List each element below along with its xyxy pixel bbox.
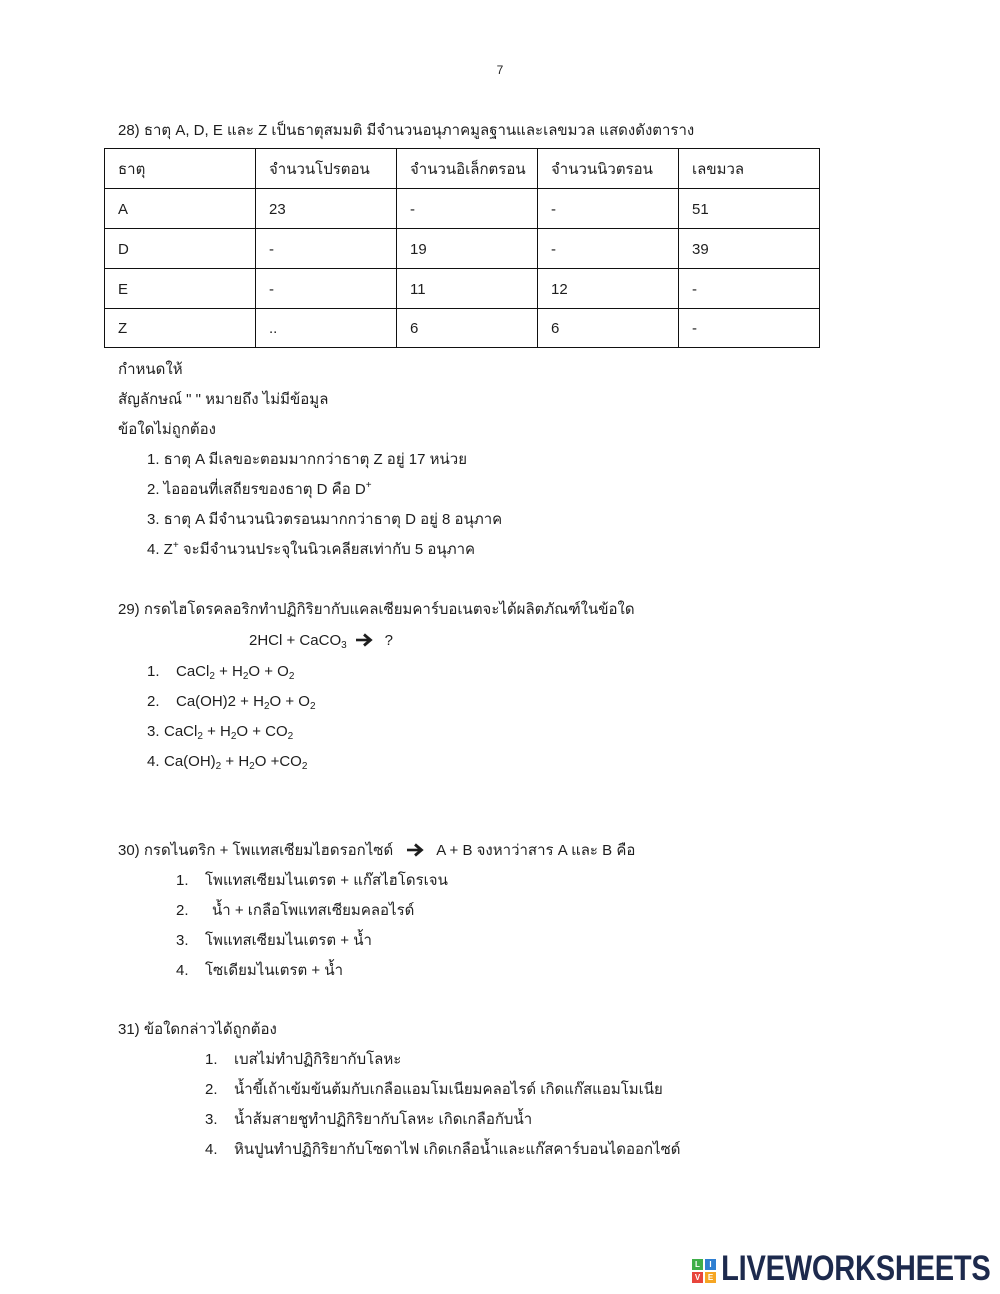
formula-text: + H bbox=[221, 753, 250, 770]
option-number: 3. bbox=[176, 932, 189, 949]
arrow-right-icon bbox=[355, 633, 373, 647]
option-text: โซเดียมไนเตรต + น้ำ bbox=[205, 962, 344, 979]
question-28-stem: 28) ธาตุ A, D, E และ Z เป็นธาตุสมมติ มีจำนวนอนุภาคมูลฐานและเลขมวล แสดงดังตาราง bbox=[118, 122, 695, 139]
question-28-option-3: 3. ธาตุ A มีจำนวนนิวตรอนมากกว่าธาตุ D อยู่ 8 อนุภาค bbox=[147, 511, 503, 528]
question-30-stem bbox=[118, 840, 635, 862]
table-header-cell: จำนวนโปรตอน bbox=[256, 149, 397, 189]
option-text: โพแทสเซียมไนเตรต + แก๊สไฮโดรเจน bbox=[205, 872, 448, 889]
option-text: 4. Z bbox=[147, 541, 173, 558]
table-row bbox=[105, 229, 820, 269]
table-header-cell: จำนวนอิเล็กตรอน bbox=[397, 149, 538, 189]
formula-subscript: 2 bbox=[287, 731, 294, 742]
question-29-option-3 bbox=[147, 721, 293, 743]
question-28-symbol-note: สัญลักษณ์ " " หมายถึง ไม่มีข้อมูล bbox=[118, 391, 329, 408]
formula-text: + H bbox=[214, 663, 243, 680]
option-number: 2. bbox=[205, 1081, 218, 1098]
option-number: 2. bbox=[147, 693, 160, 710]
formula-text: CaCl bbox=[176, 663, 210, 680]
table-row bbox=[105, 269, 820, 309]
formula-subscript: 2 bbox=[209, 671, 215, 682]
table-cell: - bbox=[538, 189, 679, 229]
formula-subscript: 2 bbox=[230, 731, 237, 742]
formula-text: CaCl bbox=[164, 723, 198, 740]
option-number: 2. bbox=[176, 902, 189, 919]
option-number: 1. bbox=[205, 1051, 218, 1068]
table-cell: - bbox=[256, 229, 397, 269]
formula-subscript: 3 bbox=[341, 640, 347, 651]
table-row bbox=[105, 189, 820, 229]
table-cell: E bbox=[105, 269, 256, 309]
table-cell: 19 bbox=[397, 229, 538, 269]
liveworksheets-logo-text: LIVEWORKSHEETS bbox=[720, 1249, 990, 1288]
table-cell: - bbox=[679, 309, 820, 348]
formula-subscript: 2 bbox=[309, 701, 316, 712]
option-number: 4. bbox=[147, 753, 160, 770]
table-cell: 39 bbox=[679, 229, 820, 269]
logo-tile: I bbox=[705, 1259, 716, 1270]
option-text: น้ำขี้เถ้าเข้มข้นต้มกับเกลือแอมโมเนียมคลอไรด์ เกิดแก๊สแอมโมเนีย bbox=[234, 1081, 663, 1098]
formula-text: O + O bbox=[248, 663, 289, 680]
formula-subscript: 2 bbox=[263, 701, 270, 712]
question-29-equation bbox=[249, 630, 393, 652]
question-28-option-4 bbox=[147, 539, 475, 561]
table-cell: 12 bbox=[538, 269, 679, 309]
logo-tile: V bbox=[692, 1272, 703, 1283]
table-cell: 6 bbox=[397, 309, 538, 348]
question-31-option-4 bbox=[205, 1139, 681, 1161]
question-30-option-1 bbox=[176, 870, 448, 892]
option-number: 1. bbox=[147, 663, 160, 680]
question-31-option-1 bbox=[205, 1049, 401, 1071]
option-text: หินปูนทำปฏิกิริยากับโซดาไฟ เกิดเกลือน้ำและแก๊สคาร์บอนไดออกไซด์ bbox=[234, 1141, 681, 1158]
formula-text: O + O bbox=[269, 693, 310, 710]
table-cell: A bbox=[105, 189, 256, 229]
table-cell: 51 bbox=[679, 189, 820, 229]
question-29-stem: 29) กรดไฮโดรคลอริกทำปฏิกิริยากับแคลเซียมคาร์บอเนตจะได้ผลิตภัณฑ์ในข้อใด bbox=[118, 601, 635, 618]
table-header-cell: ธาตุ bbox=[105, 149, 256, 189]
question-31-option-2 bbox=[205, 1079, 663, 1101]
table-cell: - bbox=[538, 229, 679, 269]
stem-text: A + B จงหาว่าสาร A และ B คือ bbox=[436, 842, 636, 859]
table-cell: 6 bbox=[538, 309, 679, 348]
question-30-option-3 bbox=[176, 930, 372, 952]
table-cell: 11 bbox=[397, 269, 538, 309]
question-30-option-4 bbox=[176, 960, 343, 982]
liveworksheets-logo[interactable] bbox=[690, 1250, 992, 1290]
logo-tile: L bbox=[692, 1259, 703, 1270]
formula-subscript: 2 bbox=[288, 671, 295, 682]
question-29-option-2 bbox=[147, 691, 316, 713]
table-header-row bbox=[105, 149, 820, 189]
formula-text: O +CO bbox=[254, 753, 302, 770]
formula-subscript: 2 bbox=[197, 731, 203, 742]
formula-subscript: 2 bbox=[249, 761, 255, 772]
question-31-option-3 bbox=[205, 1109, 532, 1131]
option-text: โพแทสเซียมไนเตรต + น้ำ bbox=[205, 932, 372, 949]
question-29-option-4 bbox=[147, 751, 307, 773]
option-text: น้ำส้มสายชูทำปฏิกิริยากับโลหะ เกิดเกลือกับน้ำ bbox=[234, 1111, 533, 1128]
arrow-right-icon bbox=[406, 843, 424, 857]
question-28-option-2 bbox=[147, 479, 372, 501]
ion-charge-superscript: + bbox=[365, 480, 372, 491]
question-31-stem: 31) ข้อใดกล่าวได้ถูกต้อง bbox=[118, 1021, 277, 1038]
option-text: เบสไม่ทำปฏิกิริยากับโลหะ bbox=[234, 1051, 402, 1068]
page-number: 7 bbox=[496, 63, 504, 77]
formula-text: Ca(OH)2 + H bbox=[176, 693, 264, 710]
formula-subscript: 2 bbox=[215, 761, 222, 772]
table-cell: .. bbox=[256, 309, 397, 348]
ion-charge-superscript: + bbox=[172, 540, 179, 551]
formula-text: + H bbox=[202, 723, 231, 740]
formula-subscript: 2 bbox=[301, 761, 308, 772]
option-text: จะมีจำนวนประจุในนิวเคลียสเท่ากับ 5 อนุภาค bbox=[178, 541, 476, 558]
logo-tile: E bbox=[705, 1272, 716, 1283]
option-number: 1. bbox=[176, 872, 189, 889]
formula-text: O + CO bbox=[236, 723, 288, 740]
option-number: 4. bbox=[176, 962, 189, 979]
option-text: น้ำ + เกลือโพแทสเซียมคลอไรด์ bbox=[212, 902, 415, 919]
option-number: 3. bbox=[147, 723, 160, 740]
question-28-prompt: ข้อใดไม่ถูกต้อง bbox=[118, 421, 216, 438]
equation-reactants: 2HCl + CaCO bbox=[249, 632, 342, 649]
option-text: 2. ไอออนที่เสถียรของธาตุ D คือ D bbox=[147, 481, 366, 498]
option-number: 4. bbox=[205, 1141, 218, 1158]
table-cell: - bbox=[256, 269, 397, 309]
formula-text: Ca(OH) bbox=[164, 753, 216, 770]
element-particles-table bbox=[104, 148, 820, 348]
question-28-given: กำหนดให้ bbox=[118, 361, 183, 378]
stem-text: 30) กรดไนตริก + โพแทสเซียมไฮดรอกไซด์ bbox=[118, 842, 394, 859]
liveworksheets-logo-icon bbox=[692, 1259, 716, 1283]
table-row bbox=[105, 309, 820, 348]
table-header-cell: จำนวนนิวตรอน bbox=[538, 149, 679, 189]
table-header-cell: เลขมวล bbox=[679, 149, 820, 189]
question-29-option-1 bbox=[147, 661, 294, 683]
question-28-option-1: 1. ธาตุ A มีเลขอะตอมมากกว่าธาตุ Z อยู่ 17 หน่วย bbox=[147, 451, 467, 468]
table-cell: Z bbox=[105, 309, 256, 348]
table-cell: - bbox=[397, 189, 538, 229]
option-number: 3. bbox=[205, 1111, 218, 1128]
formula-subscript: 2 bbox=[242, 671, 249, 682]
table-cell: 23 bbox=[256, 189, 397, 229]
question-30-option-2 bbox=[176, 900, 414, 922]
table-cell: D bbox=[105, 229, 256, 269]
equation-product: ? bbox=[384, 632, 394, 649]
table-cell: - bbox=[679, 269, 820, 309]
